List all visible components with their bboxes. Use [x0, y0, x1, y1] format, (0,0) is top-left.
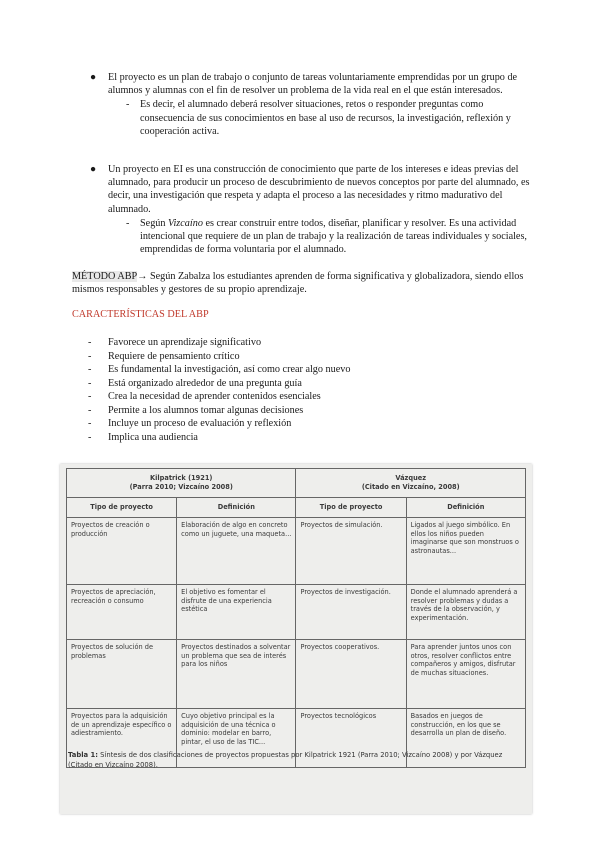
list-item — [88, 350, 508, 364]
list-item — [88, 336, 508, 350]
list-item-text: Implica una audiencia — [108, 431, 198, 443]
group-subtitle: (Citado en Vizcaíno, 2008) — [361, 483, 460, 491]
table-cell: Donde el alumnado aprenderá a resolver problemas y dudas a través de la observación, y experimentación. — [406, 585, 525, 640]
sub-item — [126, 98, 530, 138]
section-heading: CARACTERÍSTICAS DEL ABP — [72, 309, 209, 320]
dash-icon: - — [88, 418, 92, 429]
intro-block-2 — [90, 163, 530, 256]
sub-text-author: Vizcaíno — [168, 217, 203, 229]
group-header-kilpatrick — [67, 469, 296, 498]
list-item — [88, 431, 508, 445]
list-item — [88, 377, 508, 391]
sub-text-prefix: Según — [140, 217, 169, 229]
dash-icon: - — [88, 391, 92, 402]
column-header: Tipo de proyecto — [296, 498, 406, 518]
table-row — [67, 585, 526, 640]
dash-icon: - — [88, 404, 92, 416]
dash-icon: - — [88, 337, 92, 348]
arrow-icon: → — [137, 271, 148, 282]
list-item — [88, 363, 508, 377]
table-cell: Elaboración de algo en concreto como un juguete, una maqueta... — [177, 518, 296, 585]
table-cell: Cuyo objetivo principal es la adquisición de una técnica o dominio: modelar en barro, pintar, el uso de las TIC... — [177, 709, 296, 768]
list-item-text: Incluye un proceso de evaluación y reflexión — [108, 418, 292, 429]
caption-label: Tabla 1: — [68, 751, 98, 759]
intro-block-1 — [90, 71, 530, 138]
table-cell: Proyectos cooperativos. — [296, 640, 406, 709]
table-cell: Para aprender juntos unos con otros, resolver conflictos entre compañeros y amigos, disfrutar de muchas situaciones. — [406, 640, 525, 709]
table-cell: Proyectos de creación o producción — [67, 518, 177, 585]
sub-text: Es decir, el alumnado deberá resolver situaciones, retos o responder preguntas como consecuencia de sus conocimientos en base al uso de recursos, la investigación, reflexión y cooperación activa. — [140, 99, 511, 137]
bullet-text: Un proyecto en EI es una construcción de conocimiento que parte de los intereses e ideas previas del alumnado, para producir un proceso de descubrimiento de nuevos conceptos por parte del alumnado, es decir, una investigación que respeta y adapta el proceso a las necesidades y ritmo madurativo del alumnado. — [108, 164, 530, 215]
column-header: Definición — [177, 498, 296, 518]
bullet-item — [90, 163, 530, 216]
table-cell: Proyectos de apreciación, recreación o consumo — [67, 585, 177, 640]
table-row — [67, 518, 526, 585]
list-item-text: Es fundamental la investigación, así como crear algo nuevo — [108, 364, 351, 375]
dash-icon: - — [126, 217, 130, 229]
dash-icon: - — [126, 99, 130, 111]
dash-icon: - — [88, 364, 92, 375]
column-header: Tipo de proyecto — [67, 498, 177, 518]
list-item — [88, 404, 508, 418]
table-cell: Proyectos de investigación. — [296, 585, 406, 640]
characteristics-list — [88, 336, 508, 444]
group-title: Kilpatrick (1921) — [150, 474, 213, 483]
group-header-vazquez — [296, 469, 526, 498]
table-row — [67, 640, 526, 709]
list-item-text: Favorece un aprendizaje significativo — [108, 337, 262, 348]
table-cell: Proyectos destinados a solventar un problema que sea de interés para los niños — [177, 640, 296, 709]
table-cell: El objetivo es fomentar el disfrute de una experiencia estética — [177, 585, 296, 640]
table-cell: Proyectos para la adquisición de un aprendizaje específico o adiestramiento. — [67, 709, 177, 768]
sub-item — [126, 217, 530, 257]
group-title: Vázquez — [395, 474, 427, 483]
group-subtitle: (Parra 2010; Vizcaíno 2008) — [129, 483, 233, 491]
table-cell: Proyectos de simulación. — [296, 518, 406, 585]
bullet-icon: ● — [90, 164, 97, 175]
metodo-text: Según Zabalza los estudiantes aprenden de forma significativa y globalizadora, siendo ellos mismos responsables y gestores de su propio aprendizaje. — [72, 271, 524, 296]
list-item-text: Permite a los alumnos tomar algunas decisiones — [108, 404, 304, 416]
bullet-item — [90, 71, 530, 97]
table-cell: Proyectos tecnológicos — [296, 709, 406, 768]
caption-text: Síntesis de dos clasificaciones de proyectos propuestas por Kilpatrick 1921 (Parra 2010; Vizcaíno 2008) y por Vázquez (Citado en Vizcaíno 2008). — [68, 751, 503, 769]
column-header: Definición — [406, 498, 525, 518]
table-cell: Proyectos de solución de problemas — [67, 640, 177, 709]
bullet-icon: ● — [90, 72, 97, 83]
list-item-text: Crea la necesidad de aprender contenidos esenciales — [108, 391, 321, 402]
dash-icon: - — [88, 431, 92, 443]
table-caption — [68, 750, 528, 770]
metodo-label: MÉTODO ABP — [72, 271, 138, 282]
dash-icon: - — [88, 377, 92, 389]
table-cell: Basados en juegos de construcción, en los que se desarrolla un plan de diseño. — [406, 709, 525, 768]
list-item-text: Requiere de pensamiento crítico — [108, 350, 240, 362]
list-item — [88, 417, 508, 431]
dash-icon: - — [88, 350, 92, 362]
sub-text-rest: es crear construir entre todos, diseñar, planificar y resolver. Es una actividad intencional que requiere de un plan de trabajo y la realización de tareas individuales y sociales, emprendidas de forma voluntaria por el alumnado. — [140, 217, 527, 256]
list-item — [88, 390, 508, 404]
list-item-text: Está organizado alrededor de una pregunta guía — [108, 377, 302, 389]
metodo-paragraph — [72, 270, 532, 297]
table-figure — [60, 464, 532, 814]
bullet-text: El proyecto es un plan de trabajo o conjunto de tareas voluntariamente emprendidas por un grupo de alumnos y alumnas con el fin de resolver un problema de la vida real en el que están interesados. — [108, 72, 518, 97]
table-cell: Ligados al juego simbólico. En ellos los niños pueden imaginarse que son monstruos o astronautas... — [406, 518, 525, 585]
projects-table — [66, 468, 526, 768]
